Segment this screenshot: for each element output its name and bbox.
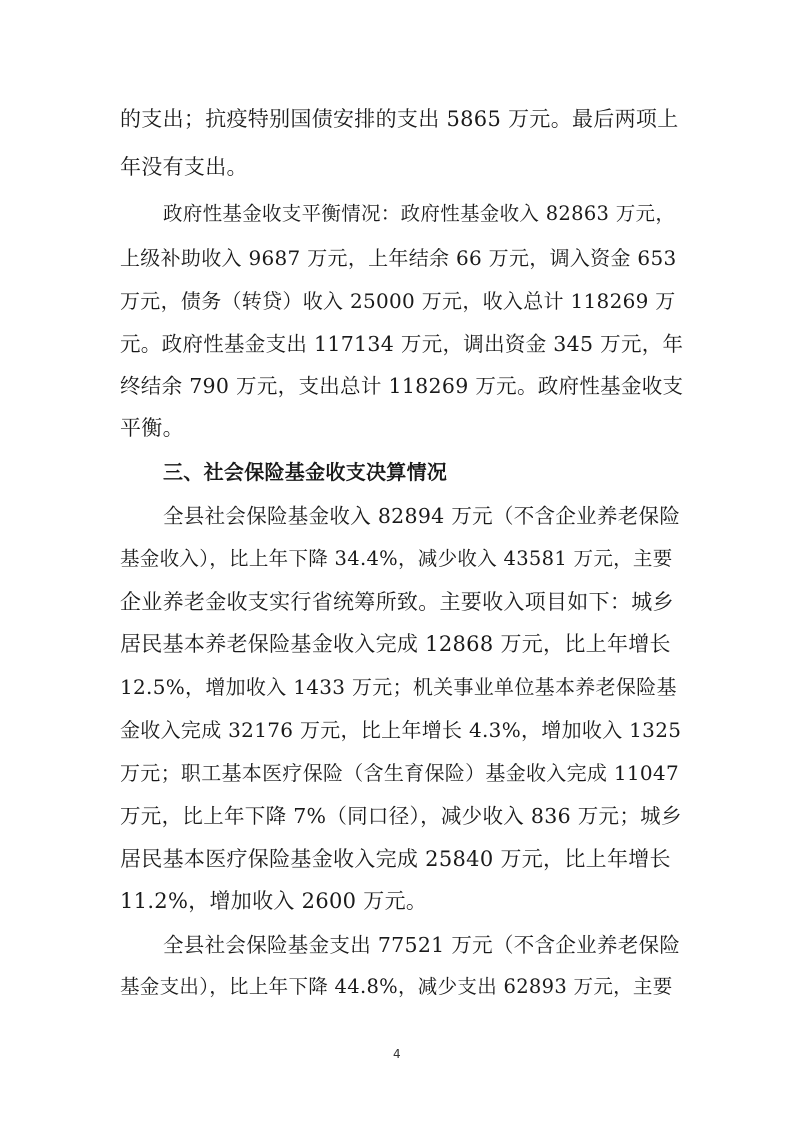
- text-line: 终结余 790 万元，支出总计 118269 万元。政府性基金收支: [120, 374, 684, 398]
- text-line: 11.2%，增加收入 2600 万元。: [120, 889, 428, 913]
- text-line: 金收入完成 32176 万元，比上年增长 4.3%，增加收入 1325: [120, 718, 682, 742]
- text-line: 元。政府性基金支出 117134 万元，调出资金 345 万元，年: [120, 332, 684, 356]
- text-line: 居民基本医疗保险基金收入完成 25840 万元，比上年增长: [120, 847, 671, 871]
- text-line: 平衡。: [120, 416, 184, 440]
- text-line: 万元，债务（转贷）收入 25000 万元，收入总计 118269 万: [120, 289, 676, 313]
- text-line: 全县社会保险基金支出 77521 万元（不含企业养老保险: [163, 933, 681, 957]
- section-heading: 三、社会保险基金收支决算情况: [163, 460, 448, 484]
- text-line: 万元；职工基本医疗保险（含生育保险）基金收入完成 11047: [120, 761, 679, 785]
- text-line: 企业养老金收支实行省统筹所致。主要收入项目如下：城乡: [120, 590, 674, 614]
- text-line: 万元，比上年下降 7%（同口径），减少收入 836 万元；城乡: [120, 804, 682, 828]
- text-line: 上级补助收入 9687 万元，上年结余 66 万元，调入资金 653: [120, 246, 677, 270]
- page-number: 4: [393, 1047, 401, 1061]
- text-line: 居民基本养老保险基金收入完成 12868 万元，比上年增长: [120, 632, 671, 656]
- text-line: 全县社会保险基金收入 82894 万元（不含企业养老保险: [163, 504, 681, 528]
- text-line: 政府性基金收支平衡情况：政府性基金收入 82863 万元，: [163, 202, 676, 225]
- text-line: 基金支出），比上年下降 44.8%，减少支出 62893 万元，主要: [120, 975, 673, 998]
- text-line: 年没有支出。: [120, 155, 248, 179]
- text-line: 基金收入），比上年下降 34.4%，减少收入 43581 万元，主要: [120, 547, 673, 570]
- text-line: 的支出；抗疫特别国债安排的支出 5865 万元。最后两项上: [120, 107, 679, 131]
- text-line: 12.5%，增加收入 1433 万元；机关事业单位基本养老保险基: [120, 675, 677, 699]
